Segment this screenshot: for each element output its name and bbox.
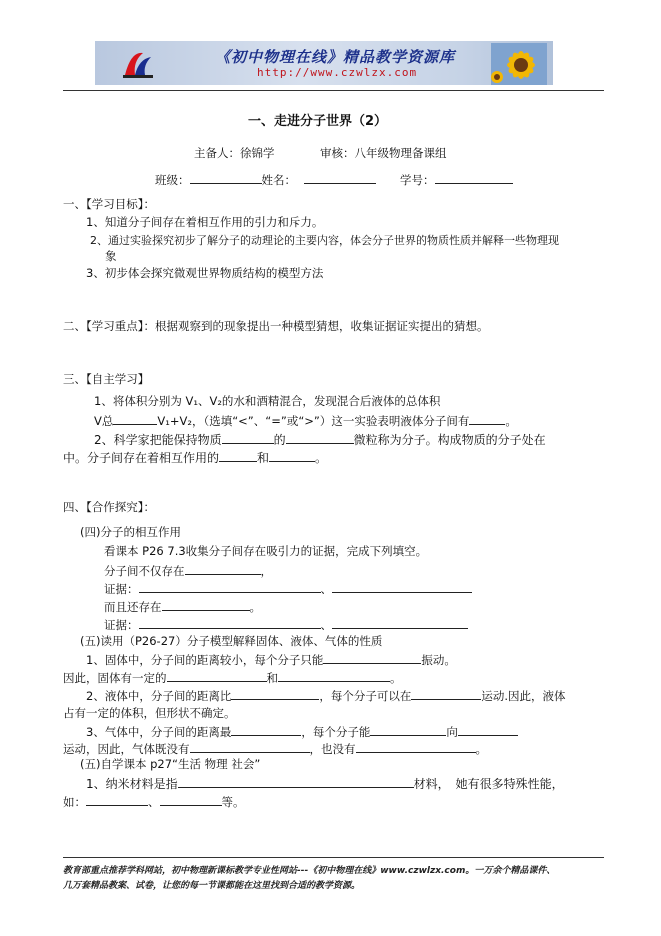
nano-text-c: 她有很多特殊性能， <box>455 777 564 791</box>
solid-line-2 <box>63 669 402 686</box>
evidence-2b-blank[interactable] <box>332 616 468 629</box>
v-total-label: V总 <box>94 414 114 428</box>
particle-blank[interactable] <box>286 431 354 444</box>
nano-line-2 <box>63 793 245 810</box>
property-1-blank[interactable] <box>86 793 148 806</box>
separator: 、 <box>148 795 160 809</box>
line-3-text-b: 的 <box>273 433 286 447</box>
also-exists-line <box>104 598 261 615</box>
evidence-line-1 <box>104 580 472 597</box>
property-blank[interactable] <box>222 431 274 444</box>
gas-text-d: 运动，因此，气体既没有 <box>63 742 190 756</box>
force-2-blank[interactable] <box>269 449 315 462</box>
liquid-text-a: 2、液体中，分子间的距离比 <box>86 689 232 703</box>
banner-title: 《初中物理在线》精品教学资源库 <box>215 48 456 66</box>
self-study-line-1: 1、将体积分别为 V₁、V₂的水和酒精混合，发现混合后液体的总体积 <box>94 394 441 408</box>
liquid-distance-blank[interactable] <box>231 687 319 700</box>
gas-text-a: 3、气体中，分子间的距离最 <box>86 725 232 739</box>
nano-line-1 <box>86 775 564 792</box>
gas-line-2 <box>63 740 487 757</box>
solid-volume-blank[interactable] <box>278 669 390 682</box>
class-label: 班级： <box>155 173 190 187</box>
evidence-1a-blank[interactable] <box>139 580 321 593</box>
exists-text: 分子间不仅存在 <box>104 564 185 578</box>
read-instruction: 看课本 P26 7.3收集分子间存在吸引力的证据，完成下列填空。 <box>104 544 428 558</box>
evidence-label: 证据： <box>104 582 139 596</box>
and-text: 和 <box>266 671 278 685</box>
period: 。 <box>475 742 487 756</box>
subsection-5: (五)读用（P26-27）分子模型解释固体、液体、气体的性质 <box>80 634 383 648</box>
solid-text-b: 振动。 <box>421 653 456 667</box>
exists-line <box>104 562 272 579</box>
repulsion-blank[interactable] <box>162 598 250 611</box>
nano-text-e: 等。 <box>221 795 245 809</box>
self-study-line-4 <box>63 449 327 466</box>
gas-distance-blank[interactable] <box>231 723 301 736</box>
period: 。 <box>390 671 402 685</box>
separator: 、 <box>320 582 332 596</box>
nano-text-b: 材料， <box>413 777 450 791</box>
objective-2-cont: 象 <box>105 249 117 263</box>
student-info-row <box>155 171 513 188</box>
section-3-heading: 三、【自主学习】 <box>63 372 150 386</box>
objective-1: 1、知道分子间存在着相互作用的引力和斥力。 <box>86 215 324 229</box>
line-3-text-c: 微粒称为分子。构成物质的分子处在 <box>353 433 546 447</box>
section-1-heading: 一、【学习目标】： <box>63 197 155 211</box>
attraction-blank[interactable] <box>185 562 261 575</box>
footer-rule <box>63 857 604 858</box>
gas-text-e: ，也没有 <box>309 742 356 756</box>
class-blank[interactable] <box>190 171 262 184</box>
gas-free-blank[interactable] <box>370 723 446 736</box>
gas-line-1 <box>86 723 518 740</box>
property-2-blank[interactable] <box>160 793 222 806</box>
evidence-2a-blank[interactable] <box>139 616 321 629</box>
solid-text-c: 因此，固体有一定的 <box>63 671 167 685</box>
footer-line-1: 教育部重点推荐学科网站，初中物理新课标教学专业性网站---《初中物理在线》www.czwlzx.com。一万余个精品课件、 <box>63 866 556 876</box>
period: 。 <box>505 414 517 428</box>
solid-shape-blank[interactable] <box>167 669 267 682</box>
line-3-text-a: 2、科学家把能保持物质 <box>94 433 222 447</box>
line-4-text-b: 和 <box>257 451 270 465</box>
objective-2: 2、通过实验探究初步了解分子的动理论的主要内容，体会分子世界的物质性质并解释一些物理现 <box>90 234 559 247</box>
name-blank[interactable] <box>304 171 376 184</box>
section-2-text: 根据观察到的现象提出一种模型猜想，收集证据证实提出的猜想。 <box>155 319 489 333</box>
sunflower-image <box>491 43 547 85</box>
footer-line-2: 几万套精品教案、试卷，让您的每一节课都能在这里找到合适的教学资源。 <box>63 881 361 891</box>
gas-volume-blank[interactable] <box>356 740 476 753</box>
solid-vibrate-blank[interactable] <box>323 651 421 664</box>
gas-direction-blank[interactable] <box>458 723 518 736</box>
solid-text-a: 1、固体中，分子间的距离较小，每个分子只能 <box>86 653 324 667</box>
number-blank[interactable] <box>435 171 513 184</box>
gas-text-c: 向 <box>446 725 458 739</box>
self-study-line-2 <box>94 412 517 429</box>
subsection-5b: (五)自学课本 p27“生活 物理 社会” <box>80 757 261 771</box>
evidence-label: 证据： <box>104 618 139 632</box>
header-banner <box>95 41 553 85</box>
evidence-line-2 <box>104 616 468 633</box>
preparer-text: 主备人：徐锦学 <box>194 146 275 160</box>
line-4-text-a: 中。分子间存在着相互作用的 <box>63 451 220 465</box>
liquid-line-2: 占有一定的体积，但形状不确定。 <box>63 706 236 720</box>
separator: 、 <box>320 618 332 632</box>
self-study-line-3 <box>94 431 546 448</box>
liquid-line-1 <box>86 687 565 704</box>
self-study-line-2-text: V₁+V₂，（选填“<”、“=”或“>”）这一实验表明液体分子间有 <box>157 414 470 428</box>
gap-blank[interactable] <box>469 412 505 425</box>
nano-text-d: 如： <box>63 795 86 809</box>
site-logo-icon <box>121 47 155 79</box>
liquid-move-blank[interactable] <box>411 687 481 700</box>
page-title: 一、走进分子世界（2） <box>248 114 388 129</box>
nano-text-a: 1、纳米材料是指 <box>86 777 178 791</box>
nano-definition-blank[interactable] <box>178 775 414 788</box>
gas-shape-blank[interactable] <box>190 740 310 753</box>
name-label: 姓名： <box>261 173 296 187</box>
solid-line-1 <box>86 651 456 668</box>
liquid-text-c: 运动.因此，液体 <box>481 689 566 703</box>
also-exists-text: 而且还存在 <box>104 600 162 614</box>
objective-3: 3、初步体会探究微观世界物质结构的模型方法 <box>86 266 324 280</box>
subsection-4: (四)分子的相互作用 <box>80 525 181 539</box>
section-4-heading: 四、【合作探究】： <box>63 500 155 514</box>
line-4-text-c: 。 <box>315 451 328 465</box>
volume-compare-blank[interactable] <box>113 412 157 425</box>
banner-url[interactable]: http://www.czwlzx.com <box>257 66 418 79</box>
period: 。 <box>249 600 261 614</box>
gas-text-b: ，每个分子能 <box>301 725 371 739</box>
comma: ， <box>260 564 272 578</box>
number-label: 学号： <box>400 173 435 187</box>
section-2-heading: 二、【学习重点】： <box>63 319 155 333</box>
force-1-blank[interactable] <box>219 449 257 462</box>
section-2-row <box>63 318 489 334</box>
liquid-text-b: ，每个分子可以在 <box>319 689 412 703</box>
evidence-1b-blank[interactable] <box>332 580 472 593</box>
reviewer-text: 审核：八年级物理备课组 <box>320 146 447 160</box>
header-rule <box>63 90 604 91</box>
